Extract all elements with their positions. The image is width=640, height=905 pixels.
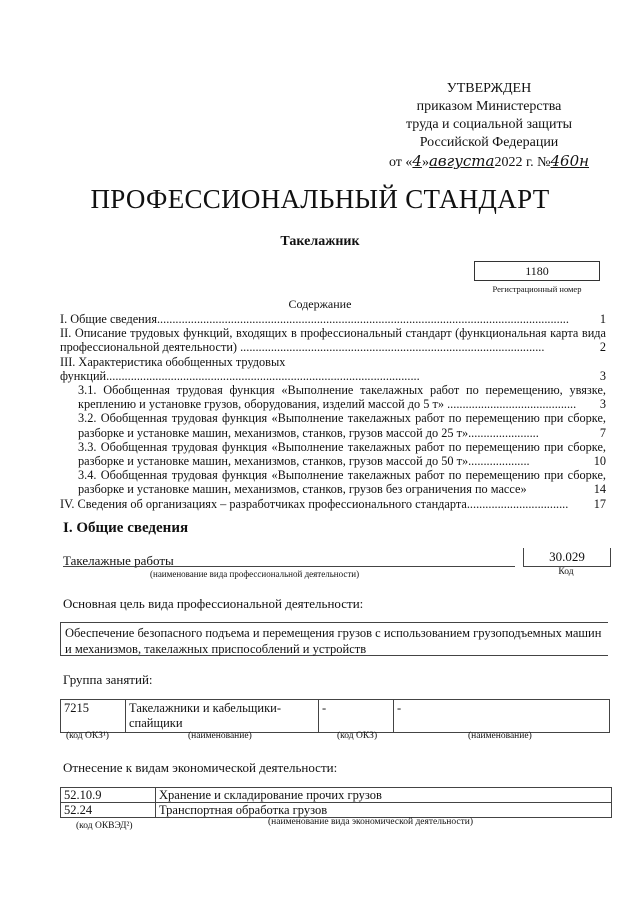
toc-page: 3 [599,397,606,412]
registration-number-box: 1180 [474,261,600,281]
approval-line-4: Российской Федерации [419,135,559,150]
activity-label: (наименование вида профессиональной деятельности) [150,569,360,579]
toc-item-text: I. Общие сведения [60,312,157,326]
okz-name-1: Такелажники и кабельщики-спайщики [126,700,319,733]
toc-page: 17 [593,496,606,511]
okved-name: Хранение и складирование прочих грузов [156,788,612,803]
toc-item-4[interactable] [60,497,606,511]
toc-dots: .................... [468,454,530,469]
okved-table [60,787,612,818]
code-label: Код [558,567,574,577]
toc-page: 1 [599,312,606,326]
toc-item-3-4[interactable] [60,468,606,496]
okz-code-2: - [319,700,394,733]
toc-dots: .......................................... [444,397,577,412]
registration-number-label: Регистрационный номер [492,284,582,294]
toc-item-3-1[interactable] [60,383,606,411]
approval-line-2: приказом Министерства [416,99,562,114]
approval-date-line [384,152,594,172]
col-label-okz-code: (код ОКЗ¹) [66,731,109,741]
col-label-name: (наименование) [188,731,252,741]
toc-item-text: IV. Сведения об организациях – разработчиках профессионального стандарта [60,496,467,511]
profession-title: Такелажник [280,234,360,249]
toc-item-3-2[interactable] [60,411,606,439]
table-row [61,803,612,818]
approval-heading: УТВЕРЖДЕН [446,81,532,96]
toc-item-3[interactable] [60,355,606,383]
toc-dots: ...................................................................................................................................... [156,312,569,326]
okz-name-2: - [394,700,610,733]
col-label-okved-name: (наименование вида экономической деятельности) [268,817,473,827]
table-row [61,788,612,803]
table-row [61,700,610,733]
activity-code: 30.029 [523,548,611,567]
toc-dots: ....................... [468,425,539,440]
toc-item-3-3[interactable] [60,440,606,468]
toc-item-text: II. Описание трудовых функций, входящих в профессиональный стандарт (функциональная карта вида профессиональной деятельности) [60,326,606,355]
okved-label: Отнесение к видам экономической деятельности: [63,760,338,775]
goal-text: Обеспечение безопасного подъема и перемещения грузов с использованием грузоподъемных машин и механизмов, такелажных приспособлений и устройств [60,622,608,656]
toc-item-text: 3.4. Обобщенная трудовая функция «Выполнение такелажных работ по перемещению при сборке, разборке и установке машин, механизмов, станков, грузов без ограничения по массе» [78,468,606,497]
toc-item-text: III. Характеристика обобщенных трудовых функций [60,354,286,383]
toc-dots: ................................. [466,496,569,511]
col-label-name-2: (наименование) [468,731,532,741]
okz-code-1: 7215 [61,700,126,733]
toc-item-1[interactable] [60,312,606,326]
toc-page: 10 [593,454,606,469]
toc-dots: ...................................................................................................... [106,368,420,383]
approval-line-3: труда и социальной защиты [406,117,572,132]
table-of-contents [60,312,606,511]
handwritten-month: августа [428,152,495,170]
year-part: 2022 г. № [494,155,551,170]
toc-page: 2 [599,340,606,355]
toc-heading: Содержание [288,297,352,311]
approval-block [384,80,594,172]
toc-item-text: 3.3. Обобщенная трудовая функция «Выполнение такелажных работ по перемещению при сборке, разборке и установке машин, механизмов, станков, грузов массой до 50 т» [78,439,606,469]
occupation-group-table [60,699,610,733]
toc-page: 7 [599,425,606,440]
activity-underline [63,566,515,567]
goal-label: Основная цель вида профессиональной деятельности: [63,596,364,611]
handwritten-day: 4 [412,152,422,170]
toc-item-text: 3.1. Обобщенная трудовая функция «Выполнение такелажных работ по перемещению, увязке, креплению и установке грузов, оборудования, изделий массой до 5 т» [78,383,606,412]
toc-page: 3 [599,368,606,383]
group-label: Группа занятий: [63,672,153,687]
okved-name: Транспортная обработка грузов [156,803,612,818]
section-heading: I. Общие сведения [63,520,189,536]
toc-item-text: 3.2. Обобщенная трудовая функция «Выполнение такелажных работ по перемещению при сборке, разборке и установке машин, механизмов, станков, грузов массой до 25 т» [78,411,606,440]
activity-name: Такелажные работы [63,553,174,568]
okved-code: 52.24 [61,803,156,818]
okved-code: 52.10.9 [61,788,156,803]
document-title: ПРОФЕССИОНАЛЬНЫЙ СТАНДАРТ [90,184,550,214]
toc-page: 14 [593,482,606,497]
handwritten-order-number: 460н [550,152,590,170]
col-label-okved-code: (код ОКВЭД²) [76,821,133,831]
col-label-okz-code-2: (код ОКЗ) [337,731,378,741]
date-mid: » [421,155,429,170]
toc-item-2[interactable] [60,326,606,354]
date-prefix: от « [388,155,413,170]
toc-dots: ................................................................................................... [237,340,545,355]
